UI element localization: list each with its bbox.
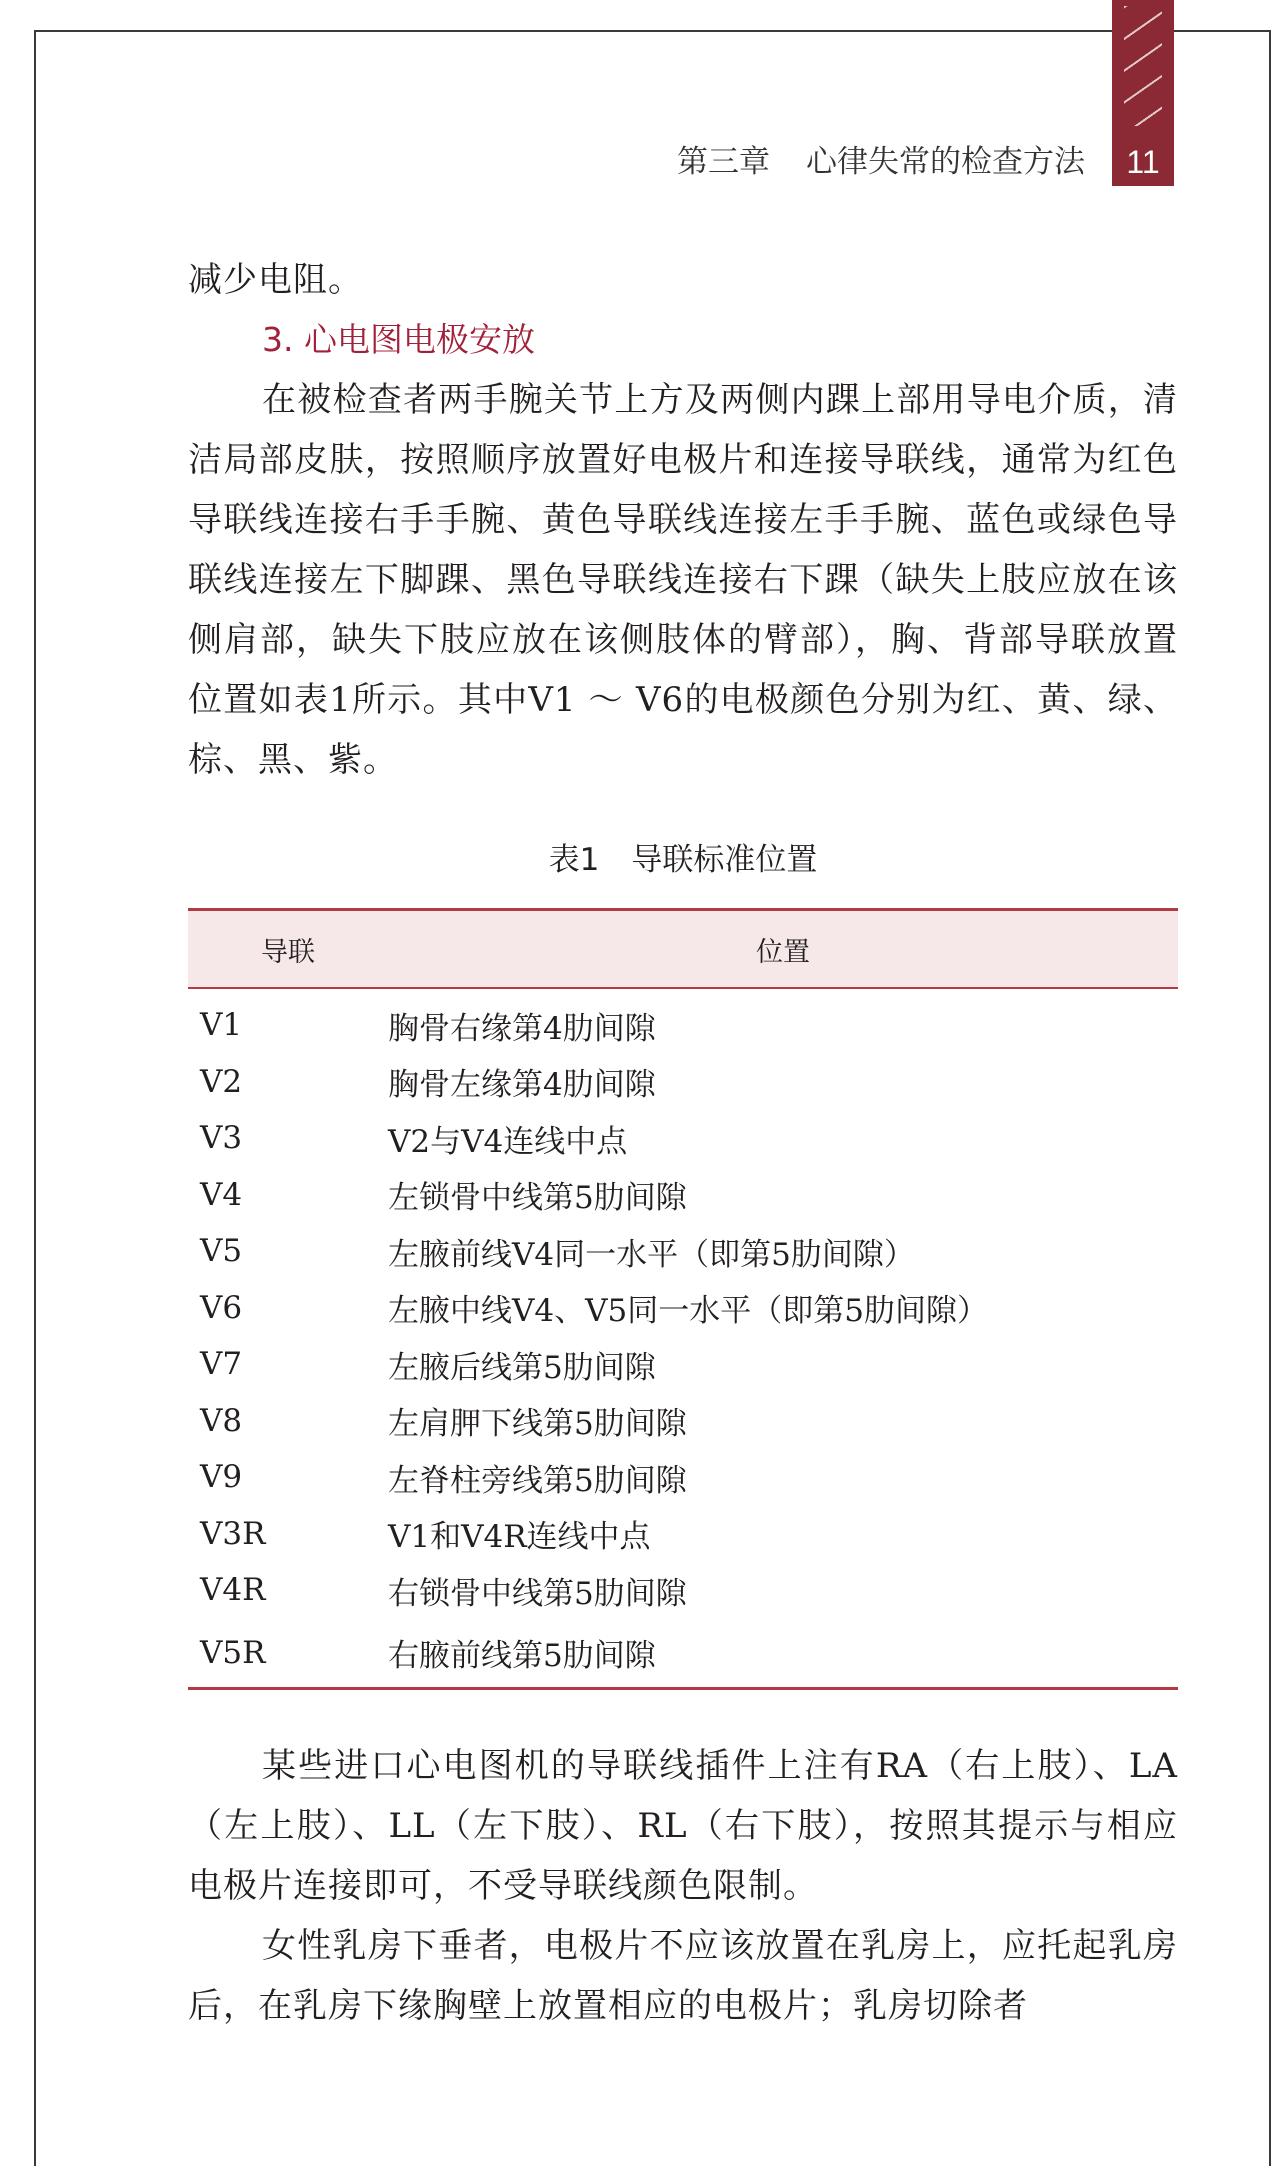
table-row [188,1280,1178,1337]
section-heading: 3. 心电图电极安放 [262,320,535,359]
table-row [188,1506,1178,1563]
lead-cell: V6 [200,1289,243,1326]
position-cell: 左脊柱旁线第5肋间隙 [388,1462,687,1499]
table-row [188,1054,1178,1111]
table-caption-number: 表1 [548,842,600,878]
table-row [188,1223,1178,1280]
lead-position-table [188,908,1178,1690]
page-tab [1112,0,1174,186]
page-frame-left [34,30,36,2166]
table-row [188,1449,1178,1506]
position-cell: 左腋前线V4同一水平（即第5肋间隙） [388,1236,915,1273]
lead-cell: V7 [200,1346,243,1383]
position-cell: V1和V4R连线中点 [388,1519,651,1556]
table-caption [188,838,1178,882]
position-cell: 左锁骨中线第5肋间隙 [388,1180,687,1217]
page-number: 11 [1126,144,1160,180]
position-cell: 胸骨左缘第4肋间隙 [388,1067,656,1104]
table-caption-title: 导联标准位置 [631,842,818,878]
lead-cell: V2 [200,1063,243,1100]
table-row [188,988,1178,1054]
table-row [188,1110,1178,1167]
lead-cell: V5 [200,1233,243,1270]
lead-cell: V3 [200,1120,243,1157]
body-text-continued: 减少电阻。 [188,260,363,300]
body-paragraph-1: 在被检查者两手腕关节上方及两侧内踝上部用导电介质，清洁局部皮肤，按照顺序放置好电极片和连接导联线，通常为红色导联线连接右手手腕、黄色导联线连接左手手腕、蓝色或绿色导联线连接左下脚踝、黑色导联线连接右下踝（缺失上肢应放在该侧肩部，缺失下肢应放在该侧肢体的臂部），胸、背部导联放置位置如表1所示。其中V1 ～ V6的电极颜色分别为红、黄、绿、棕、黑、紫。 [188,380,1178,780]
lead-cell: V5R [200,1634,266,1671]
chapter-title: 心律失常的检查方法 [806,144,1085,180]
body-paragraph-3: 女性乳房下垂者，电极片不应该放置在乳房上，应托起乳房后，在乳房下缘胸壁上放置相应的电极片；乳房切除者 [188,1925,1178,2026]
page-frame-right [1269,30,1271,2166]
table-header-lead: 导联 [261,936,315,968]
table-row [188,1393,1178,1450]
position-cell: V2与V4连线中点 [388,1123,628,1160]
table-header-row [188,910,1178,989]
chapter-label: 第三章 [677,144,770,180]
running-head [677,142,1085,182]
table-row [188,1167,1178,1224]
position-cell: 右锁骨中线第5肋间隙 [388,1575,687,1612]
body-paragraph-2: 某些进口心电图机的导联线插件上注有RA（右上肢）、LA（左上肢）、LL（左下肢）、RL（右下肢），按照其提示与相应电极片连接即可，不受导联线颜色限制。 [188,1745,1178,1906]
position-cell: 左腋中线V4、V5同一水平（即第5肋间隙） [388,1293,988,1330]
lead-cell: V8 [200,1402,243,1439]
page-frame-top [34,30,1271,32]
table-header-position: 位置 [756,936,810,968]
lead-cell: V9 [200,1459,243,1496]
position-cell: 胸骨右缘第4肋间隙 [388,1010,656,1047]
table-row [188,1619,1178,1689]
position-cell: 右腋前线第5肋间隙 [388,1638,656,1674]
table-row [188,1336,1178,1393]
position-cell: 左腋后线第5肋间隙 [388,1349,656,1386]
lead-cell: V3R [200,1515,266,1552]
lead-cell: V1 [200,1007,243,1044]
lead-cell: V4 [200,1176,243,1213]
lead-cell: V4R [200,1572,266,1609]
tab-stitch-decoration [1124,6,1162,126]
page-content [188,250,1178,2036]
table-row [188,1562,1178,1619]
position-cell: 左肩胛下线第5肋间隙 [388,1406,687,1443]
